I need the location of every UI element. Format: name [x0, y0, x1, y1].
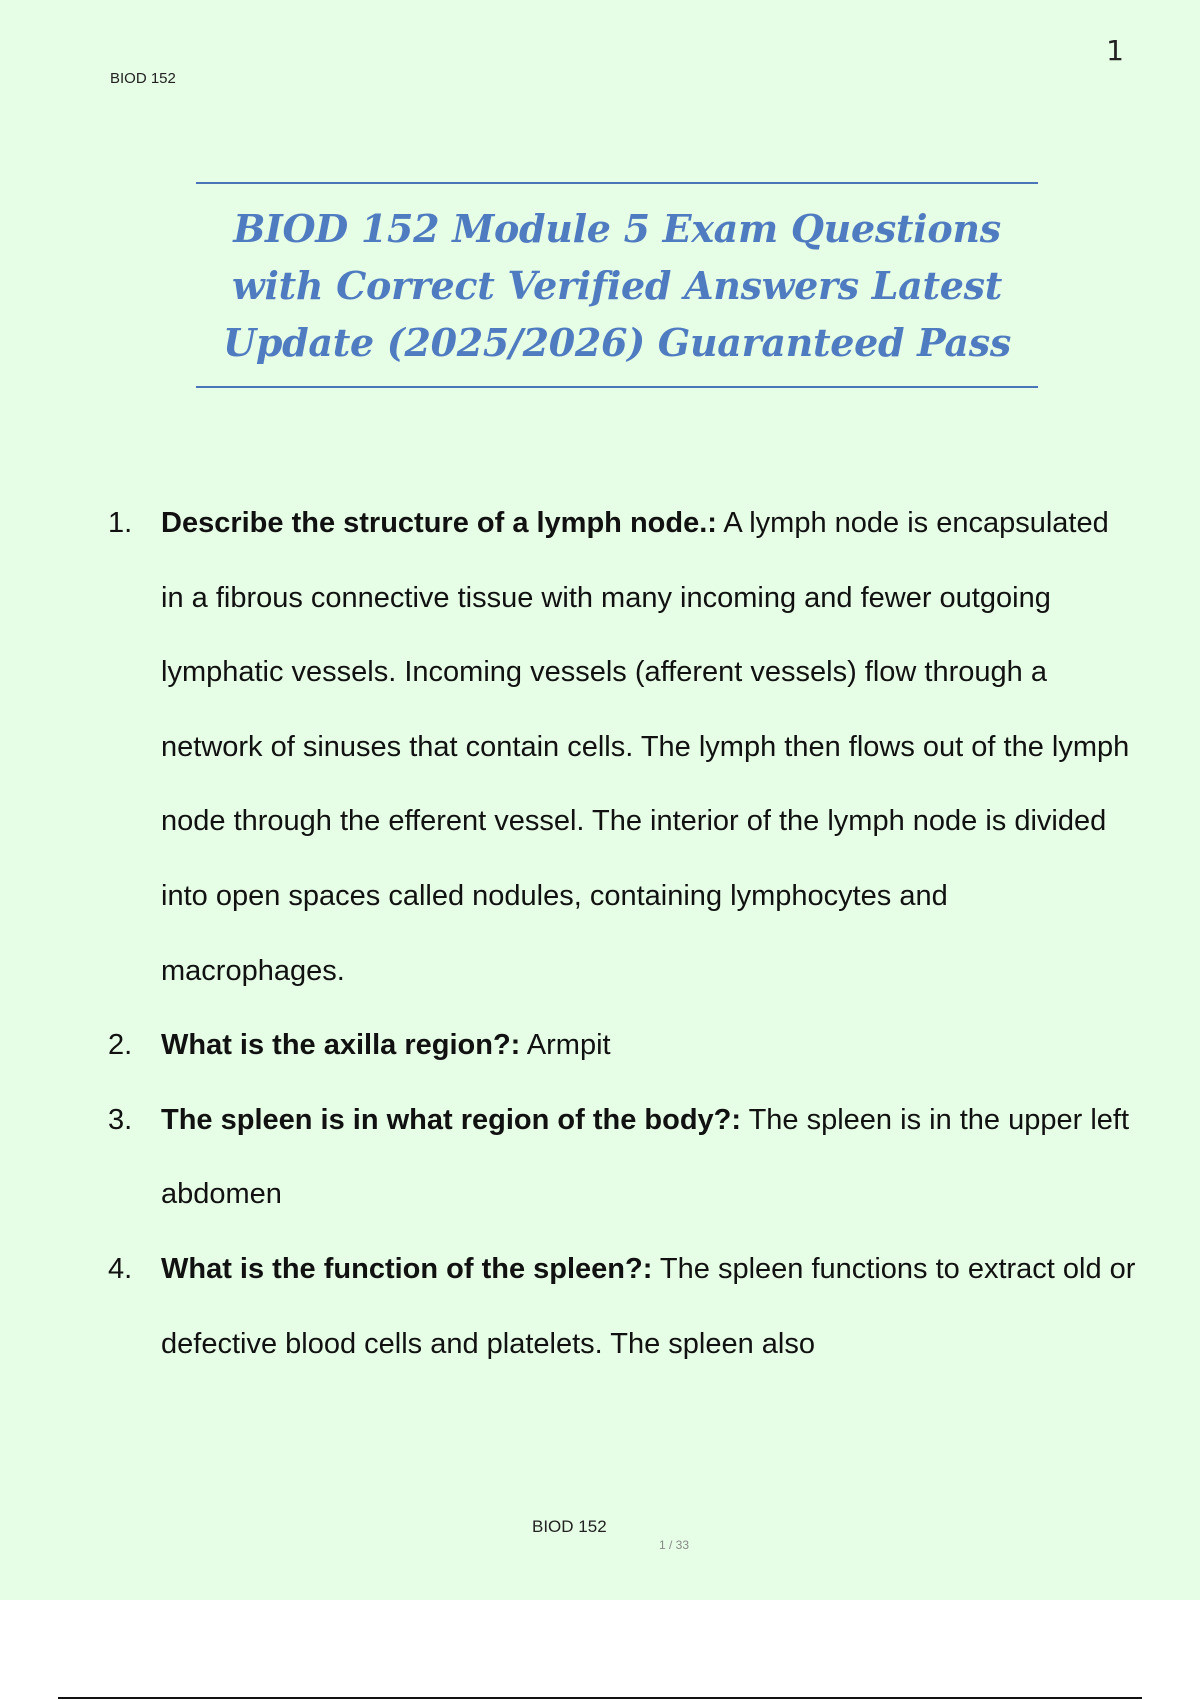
page-indicator: 1 / 33 — [659, 1538, 690, 1552]
question-number: 2. — [108, 1029, 133, 1062]
bottom-divider — [58, 1697, 1142, 1699]
list-item — [108, 486, 1138, 1008]
list-item — [108, 1008, 1138, 1083]
title-block — [196, 182, 1038, 388]
answer-text: The spleen functions to extract old or defective blood cells and platelets. The spleen also — [161, 1252, 1136, 1360]
answer-text: Armpit — [526, 1029, 611, 1062]
header-course-code: BIOD 152 — [110, 70, 176, 87]
list-item — [108, 1083, 1138, 1232]
question-text: What is the function of the spleen?: — [161, 1252, 653, 1285]
question-text: The spleen is in what region of the body?: — [161, 1103, 742, 1136]
question-number: 3. — [108, 1103, 133, 1136]
document-title: BIOD 152 Module 5 Exam Questions with Correct Verified Answers Latest Update (2025/2026) Guaranteed Pass — [223, 205, 1011, 365]
question-list — [108, 486, 1138, 1381]
question-number: 4. — [108, 1252, 133, 1285]
question-text: What is the axilla region?: — [161, 1029, 521, 1062]
footer-course-code: BIOD 152 — [532, 1517, 607, 1536]
question-number: 1. — [108, 507, 133, 539]
answer-text: The spleen is in the upper left abdomen — [161, 1103, 1130, 1211]
question-text: Describe the structure of a lymph node.: — [161, 507, 717, 539]
page-number: 1 — [1106, 34, 1124, 67]
list-item — [108, 1232, 1138, 1381]
answer-text: A lymph node is encapsulated in a fibrous connective tissue with many incoming and fewer outgoing lymphatic vessels. Incoming vessels (afferent vessels) flow through a network of sinuses that contain cells. The lymph then flows out of the lymph node through the efferent vessel. The interior of the lymph node is divided into open spaces called nodules, containing lymphocytes and macrophages. — [161, 507, 1130, 987]
